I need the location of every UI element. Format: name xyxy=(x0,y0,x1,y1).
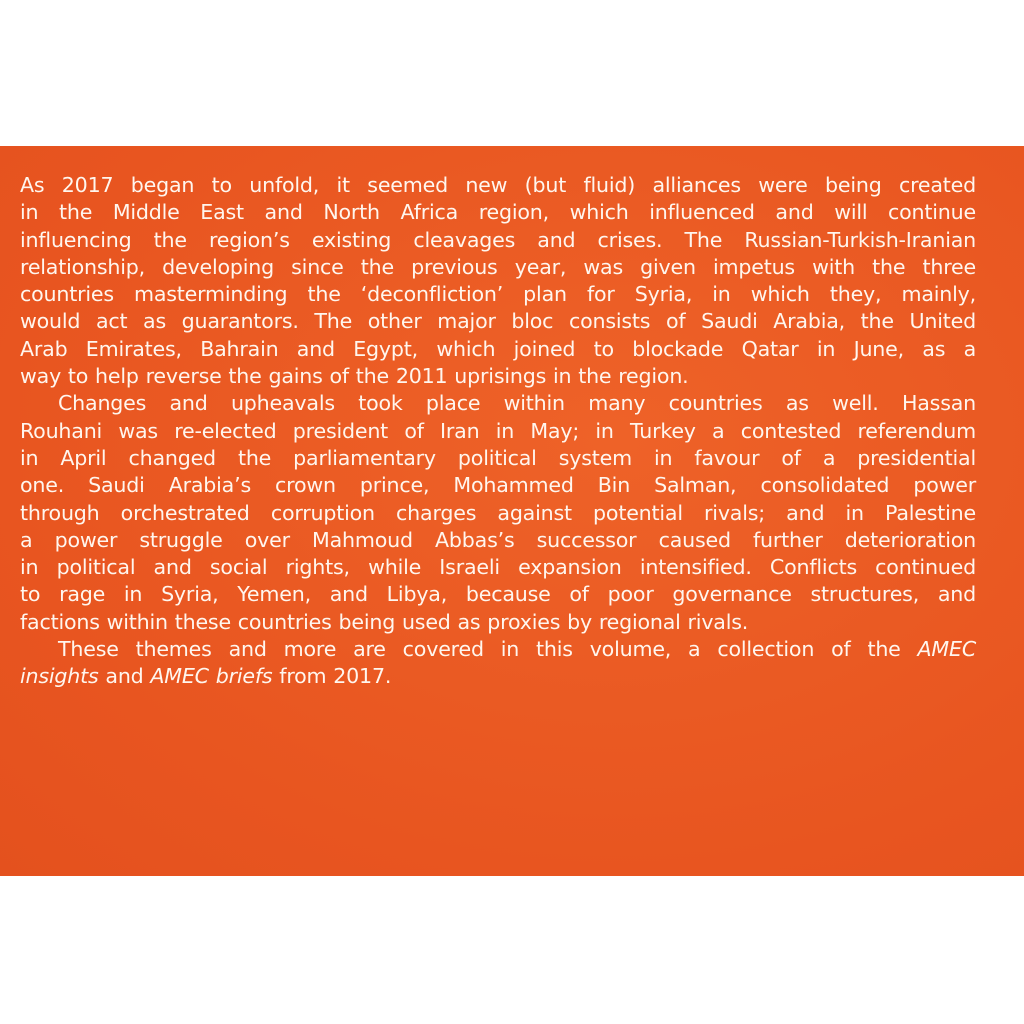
text-line: one. Saudi Arabia’s crown prince, Mohammed Bin Salman, consolidated power xyxy=(20,473,976,498)
text-line: to rage in Syria, Yemen, and Libya, because of poor governance structures, and xyxy=(20,582,976,607)
text-line: through orchestrated corruption charges against potential rivals; and in Palestine xyxy=(20,500,976,525)
text-line: in the Middle East and North Africa region, which influenced and will continue xyxy=(20,200,976,225)
text-span: These themes and more are covered in this volume, a collection of the xyxy=(58,637,918,662)
text-line: influencing the region’s existing cleavages and crises. The Russian-Turkish-Iranian xyxy=(20,227,976,252)
text-line: factions within these countries being used as proxies by regional rivals. xyxy=(20,609,749,634)
text-line: a power struggle over Mahmoud Abbas’s successor caused further deterioration xyxy=(20,527,976,552)
text-line: Rouhani was re-elected president of Iran in May; in Turkey a contested referendum xyxy=(20,418,976,443)
text-span: from 2017. xyxy=(272,664,392,689)
body-text xyxy=(20,172,976,691)
text-line: in April changed the parliamentary political system in favour of a presidential xyxy=(20,445,976,470)
text-line: way to help reverse the gains of the 2011 uprisings in the region. xyxy=(20,364,689,389)
paragraph-1 xyxy=(20,172,976,390)
text-line: Changes and upheavals took place within many countries as well. Hassan xyxy=(58,391,976,416)
text-span: and xyxy=(98,664,151,689)
italic-text: insights xyxy=(20,664,99,689)
text-line: Arab Emirates, Bahrain and Egypt, which joined to blockade Qatar in June, as a xyxy=(20,336,976,361)
text-line: countries masterminding the ‘deconfliction’ plan for Syria, in which they, mainly, xyxy=(20,282,976,307)
text-line xyxy=(20,636,976,663)
text-line: relationship, developing since the previous year, was given impetus with the three xyxy=(20,254,976,279)
text-line: in political and social rights, while Israeli expansion intensified. Conflicts continued xyxy=(20,555,976,580)
italic-text: AMEC xyxy=(917,637,976,662)
text-line xyxy=(20,663,976,690)
text-line: As 2017 began to unfold, it seemed new (but fluid) alliances were being created xyxy=(20,173,976,197)
italic-text: AMEC briefs xyxy=(150,664,273,689)
paragraph-2 xyxy=(20,390,976,636)
paragraph-3 xyxy=(20,636,976,691)
text-line: would act as guarantors. The other major bloc consists of Saudi Arabia, the United xyxy=(20,309,976,334)
